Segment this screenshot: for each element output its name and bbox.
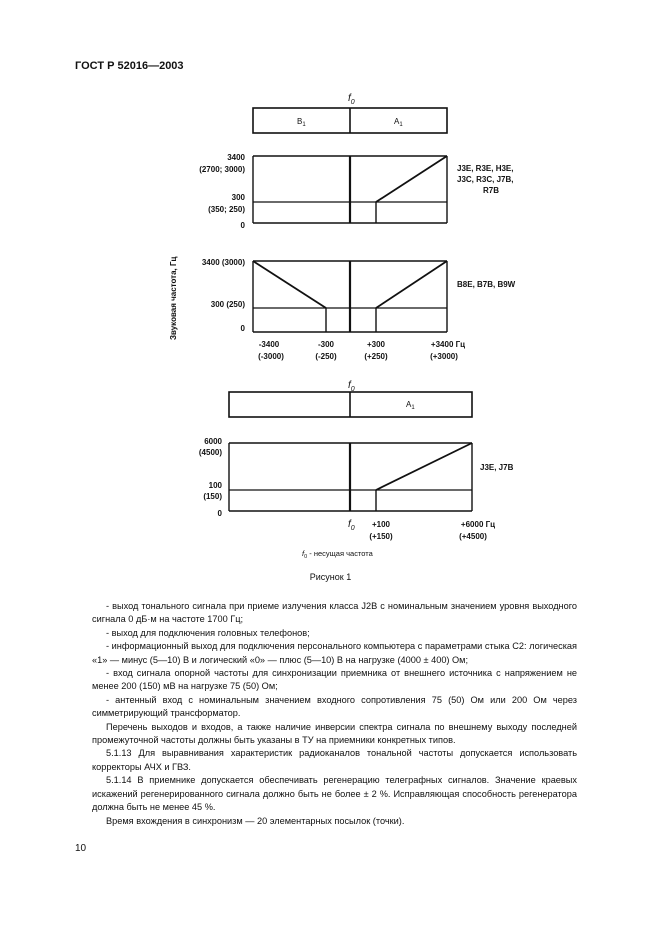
a1-label-top: $A_1$ <box>394 117 403 128</box>
c1-y-0: 0 <box>240 221 245 230</box>
a1-label-bottom: $A_1$ <box>406 400 415 411</box>
y-axis-title: Звуковая частота, Гц <box>169 256 178 340</box>
c3-y-100: 100 <box>208 481 222 490</box>
c2-x-minus300: -300 <box>317 340 335 349</box>
c1-y-3400: 3400 <box>227 153 245 162</box>
paragraph: - выход для подключения головных телефонов; <box>106 627 310 638</box>
c3-y-0: 0 <box>217 509 222 518</box>
figure-legend: $f_0$ - несущая частота <box>302 549 373 560</box>
paragraph: 5.1.13 Для выравнивания характеристик радиоканалов тональной частоты допускается использовать корректоры АЧХ и ГВЗ. <box>92 748 577 772</box>
paragraph: - выход тонального сигнала при приеме излучения класса J2B с номинальным значением уровня выходного сигнала 0 дБ·м на частоте 1700 Гц; <box>92 601 577 625</box>
paragraph: - антенный вход с номинальным значением входного сопротивления 75 (50) Ом или 200 Ом через симметрирующий трансформатор. <box>92 694 577 719</box>
c2-x-plus250: (+250) <box>364 352 388 361</box>
c3-x-plus100: +100 <box>371 520 391 529</box>
c3-y-6000: 6000 <box>204 437 222 446</box>
paragraph: Перечень выходов и входов, а также наличие инверсии спектра сигнала по внешнему выходу последней промежуточной частоты должны быть указаны в ТУ на приемники конкретных типов. <box>92 721 577 746</box>
f0-label-mid: $f_0$ <box>348 380 355 393</box>
c2-x-minus3400: -3400 <box>258 340 280 349</box>
page-number: 10 <box>75 843 87 854</box>
c1-y-300: 300 <box>231 193 245 202</box>
c2-y-0: 0 <box>240 324 245 333</box>
chart-1 <box>199 153 513 230</box>
c2-x-plus3400: +3400 Гц <box>430 340 466 349</box>
c2-x-minus250: (-250) <box>315 352 337 361</box>
c3-y-4500: (4500) <box>198 448 222 457</box>
c3-x-plus150: (+150) <box>369 532 393 541</box>
paragraph: 5.1.14 В приемнике допускается обеспечивать регенерацию телеграфных сигналов. Значение краевых искажений регенерированного сигнала должно быть не более ± 2 %. Исправляющая способность регенератора должна быть не менее 45 %. <box>92 775 577 813</box>
c3-modes: J3E, J7B <box>480 463 514 472</box>
c2-y-3400: 3400 (3000) <box>201 258 245 267</box>
c2-x-plus300: +300 <box>366 340 386 349</box>
c3-x-plus6000: +6000 Гц <box>460 520 496 529</box>
f0-label-top: $f_0$ <box>348 93 355 106</box>
chart-3 <box>199 437 514 541</box>
figure-caption: Рисунок 1 <box>309 572 352 582</box>
c1-mode-line2: J3C, R3C, J7B, <box>457 175 514 184</box>
c1-y-300-alt: (350; 250) <box>208 205 245 214</box>
c3-x-plus4500: (+4500) <box>459 532 487 541</box>
body-text <box>92 600 577 828</box>
c2-x-minus3000: (-3000) <box>258 352 284 361</box>
c2-y-300: 300 (250) <box>210 300 245 309</box>
c3-y-150: (150) <box>203 492 222 501</box>
c1-mode-line3: R7B <box>483 186 500 195</box>
chart-2 <box>202 258 516 361</box>
f0-label-bottom: $f_0$ <box>348 519 355 532</box>
paragraph: - информационный выход для подключения персонального компьютера с параметрами стыка С2: логическая «1» — минус (5—10) В и логический «0» — плюс (5—10) В на нагрузке (4000 ± 400) Ом; <box>92 641 577 665</box>
paragraph: Время вхождения в синхронизм — 20 элементарных посылок (точки). <box>106 815 405 826</box>
c1-mode-line1: J3E, R3E, H3E, <box>457 164 514 173</box>
c2-x-plus3000: (+3000) <box>430 352 458 361</box>
c2-modes: B8E, B7B, B9W <box>457 280 516 289</box>
document-header: ГОСТ Р 52016—2003 <box>75 60 184 72</box>
paragraph: - вход сигнала опорной частоты для синхронизации приемника от внешнего источника с напряжением не менее 200 (150) мВ на нагрузке 75 (50) Ом; <box>92 668 577 692</box>
b1-label: $B_1$ <box>297 117 306 128</box>
c1-y-3400-alt: (2700; 3000) <box>199 165 245 174</box>
